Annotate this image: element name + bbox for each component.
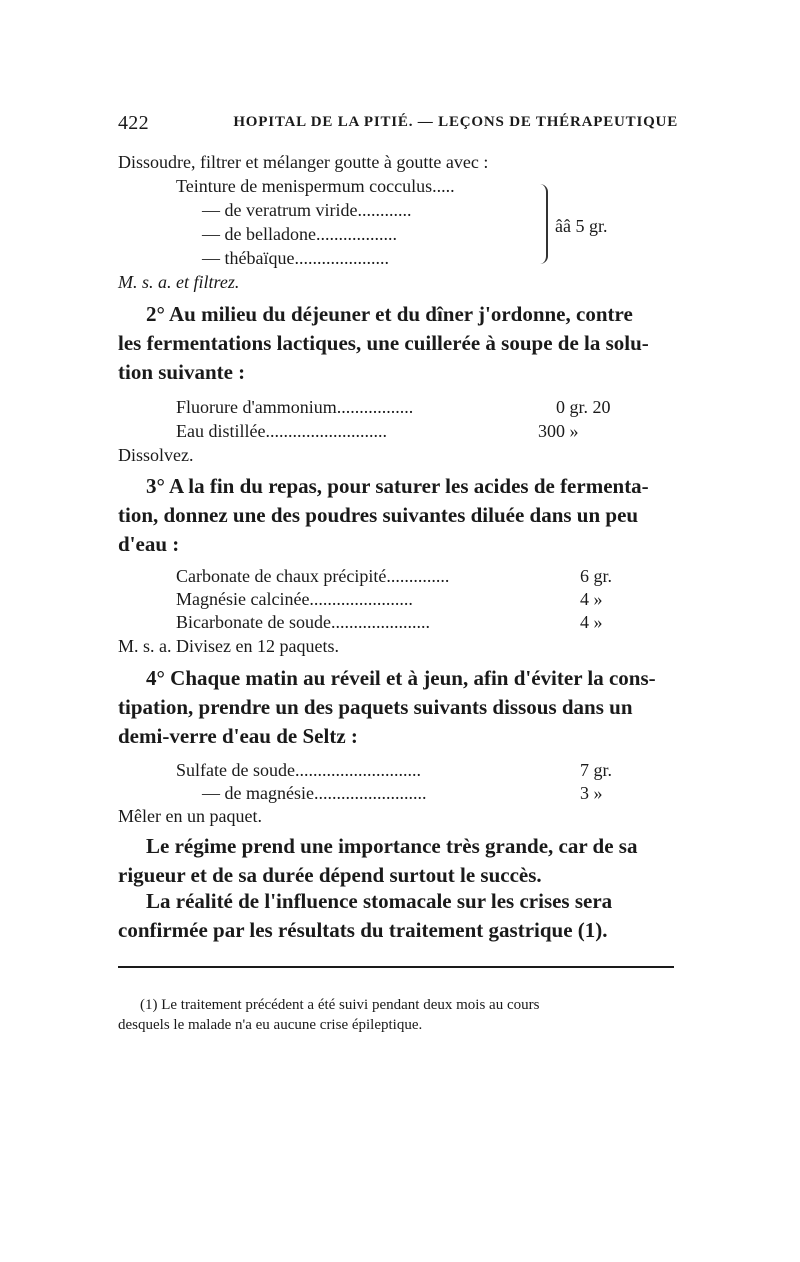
rx4-item-dose: 3 »	[580, 783, 603, 803]
rx3-item-name: Carbonate de chaux précipité..............	[176, 566, 450, 586]
rx1-signature: M. s. a. et filtrez.	[118, 272, 240, 292]
paragraph-2-line: 2° Au milieu du déjeuner et du dîner j'ordonne, contre	[146, 302, 633, 326]
rx3-item-dose: 4 »	[580, 612, 603, 632]
paragraph-2-line: les fermentations lactiques, une cuillerée à soupe de la solu-	[118, 331, 649, 355]
grouping-brace	[536, 184, 548, 264]
page-number: 422	[118, 112, 149, 134]
paragraph-5-line: Le régime prend une importance très grande, car de sa	[146, 834, 638, 858]
paragraph-2-line: tion suivante :	[118, 360, 246, 384]
rx2-instruction: Dissolvez.	[118, 445, 194, 465]
rx4-item-dose: 7 gr.	[580, 760, 613, 780]
intro-line: Dissoudre, filtrer et mélanger goutte à goutte avec :	[118, 152, 489, 172]
rx3-instruction: M. s. a. Divisez en 12 paquets.	[118, 636, 339, 656]
paragraph-3-line: 3° A la fin du repas, pour saturer les acides de fermenta-	[146, 474, 649, 498]
paragraph-6-line: confirmée par les résultats du traitement gastrique (1).	[118, 918, 608, 942]
running-title: HOPITAL DE LA PITIÉ. — LEÇONS DE THÉRAPEUTIQUE	[233, 114, 678, 130]
rx1-item: — de belladone..................	[202, 224, 397, 244]
rx3-item-name: Magnésie calcinée.......................	[176, 589, 413, 609]
rx3-item-dose: 6 gr.	[580, 566, 613, 586]
paragraph-6-line: La réalité de l'influence stomacale sur les crises sera	[146, 889, 613, 913]
rx1-item: — de veratrum viride............	[202, 200, 412, 220]
rx3-item-dose: 4 »	[580, 589, 603, 609]
rx1-item: — thébaïque.....................	[202, 248, 389, 268]
paragraph-5-line: rigueur et de sa durée dépend surtout le succès.	[118, 863, 542, 887]
rx3-item-name: Bicarbonate de soude......................	[176, 612, 430, 632]
rx4-instruction: Mêler en un paquet.	[118, 806, 262, 826]
footnote-line: (1) Le traitement précédent a été suivi pendant deux mois au cours	[140, 997, 540, 1013]
rx1-dose: ââ 5 gr.	[555, 216, 608, 236]
rx2-item-name: Fluorure d'ammonium.................	[176, 397, 414, 417]
rx4-item-name: Sulfate de soude............................	[176, 760, 421, 780]
rx2-item-dose: 300 »	[538, 421, 579, 441]
paragraph-4-line: tipation, prendre un des paquets suivants dissous dans un	[118, 695, 633, 719]
footnote-rule	[118, 966, 674, 968]
footnote-line: desquels le malade n'a eu aucune crise épileptique.	[118, 1017, 423, 1033]
paragraph-3-line: tion, donnez une des poudres suivantes diluée dans un peu	[118, 503, 639, 527]
rx4-item-name: — de magnésie.........................	[202, 783, 427, 803]
paragraph-3-line: d'eau :	[118, 532, 180, 556]
rx2-item-dose: 0 gr. 20	[556, 397, 611, 417]
paragraph-4-line: demi-verre d'eau de Seltz :	[118, 724, 358, 748]
rx1-item: Teinture de menispermum cocculus.....	[176, 176, 455, 196]
paragraph-4-line: 4° Chaque matin au réveil et à jeun, afin d'éviter la cons-	[146, 666, 656, 690]
rx2-item-name: Eau distillée...........................	[176, 421, 387, 441]
